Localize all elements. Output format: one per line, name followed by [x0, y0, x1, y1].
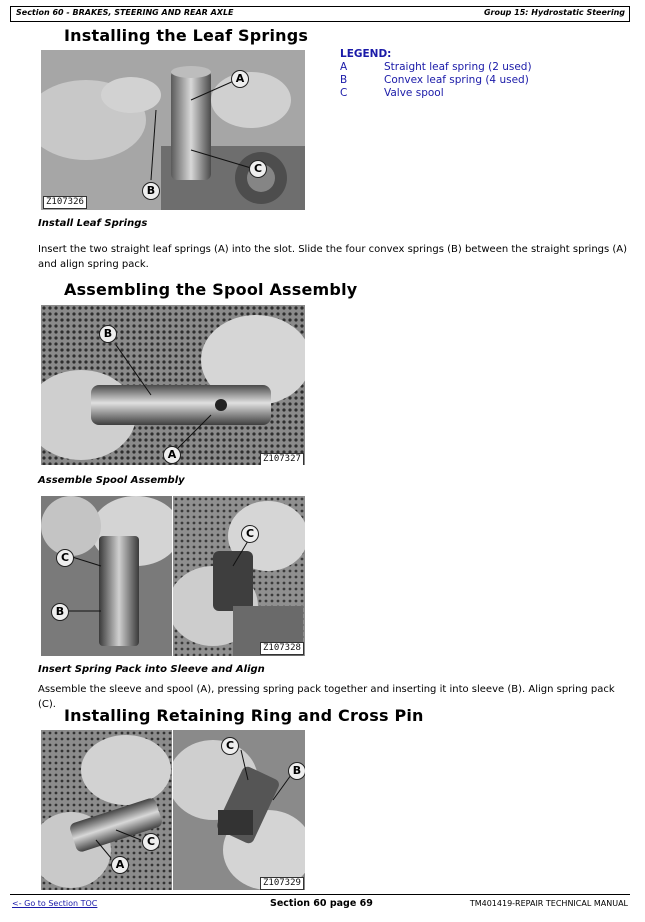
callout-c: C [56, 549, 74, 567]
figure-id: Z107328 [260, 642, 304, 655]
callout-c: C [142, 833, 160, 851]
legend-key: A [340, 61, 348, 73]
caption-spring-pack: Insert Spring Pack into Sleeve and Align [38, 664, 265, 675]
legend-title: LEGEND: [340, 48, 392, 60]
caption-spool-assembly: Assemble Spool Assembly [38, 475, 185, 486]
photo-leaf-springs [41, 50, 305, 210]
heading-leaf-springs: Installing the Leaf Springs [64, 26, 309, 45]
callout-b: B [51, 603, 69, 621]
legend [340, 48, 532, 100]
header-section-title: Section 60 - BRAKES, STEERING AND REAR AXLE [16, 8, 234, 17]
page-number: Section 60 page 69 [270, 898, 373, 909]
callout-b: B [99, 325, 117, 343]
legend-item [340, 87, 532, 100]
paragraph-spring-pack: Assemble the sleeve and spool (A), pressing spring pack together and inserting it into sleeve (B). Align spring pack (C). [38, 684, 615, 710]
header-group-title: Group 15: Hydrostatic Steering [483, 8, 625, 17]
legend-label: Straight leaf spring (2 used) [384, 61, 532, 73]
figure-id: Z107327 [260, 453, 304, 465]
manual-title: TM401419-REPAIR TECHNICAL MANUAL [469, 899, 628, 908]
figure-id: Z107329 [260, 877, 304, 890]
figure-id: Z107326 [43, 196, 87, 209]
callout-a: A [163, 446, 181, 464]
photo-retaining-ring-left [41, 730, 172, 890]
callout-a: A [231, 70, 249, 88]
photo-spring-pack-right [173, 496, 305, 656]
section-toc-link[interactable]: <- Go to Section TOC [12, 899, 98, 908]
photo-retaining-ring-right [173, 730, 305, 890]
callout-c: C [241, 525, 259, 543]
legend-item [340, 74, 532, 87]
callout-a: A [111, 856, 129, 874]
legend-key: C [340, 87, 348, 99]
legend-label: Convex leaf spring (4 used) [384, 74, 529, 86]
heading-retaining-ring: Installing Retaining Ring and Cross Pin [64, 706, 424, 725]
callout-b: B [142, 182, 160, 200]
photo-spring-pack-left [41, 496, 172, 656]
callout-c: C [249, 160, 267, 178]
legend-key: B [340, 74, 348, 86]
heading-spool-assembly: Assembling the Spool Assembly [64, 280, 358, 299]
legend-label: Valve spool [384, 87, 444, 99]
paragraph-leaf-springs: Insert the two straight leaf springs (A) into the slot. Slide the four convex springs (B) between the straight springs (A) and align spring pack. [38, 244, 628, 270]
photo-spool-assembly [41, 305, 305, 465]
caption-leaf-springs: Install Leaf Springs [38, 218, 148, 229]
footer-divider [10, 894, 630, 895]
legend-item [340, 61, 532, 74]
page-header [10, 6, 630, 22]
callout-c: C [221, 737, 239, 755]
callout-b: B [288, 762, 305, 780]
